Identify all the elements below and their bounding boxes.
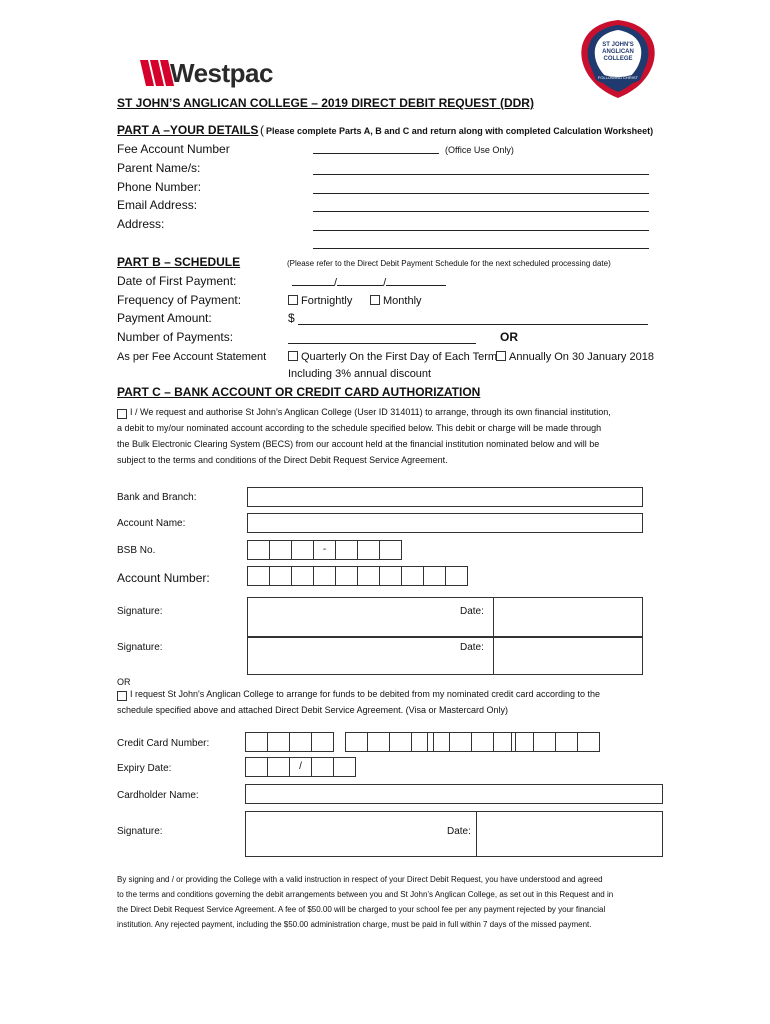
bank-branch-input[interactable] <box>247 487 643 507</box>
card-line: I request St John's Anglican College to arrange for funds to be debited from my nominated credit card according to the <box>130 689 600 699</box>
bsb-digit[interactable] <box>379 540 402 560</box>
expiry-input[interactable] <box>245 757 355 777</box>
checkbox-icon[interactable] <box>370 295 380 305</box>
card-digit[interactable] <box>471 732 494 752</box>
account-digit[interactable] <box>247 566 270 586</box>
account-name-input[interactable] <box>247 513 643 533</box>
page-title: ST JOHN’S ANGLICAN COLLEGE – 2019 DIRECT DEBIT REQUEST (DDR) <box>117 96 534 110</box>
checkbox-icon[interactable] <box>288 351 298 361</box>
email-label: Email Address: <box>117 198 198 212</box>
card-digit[interactable] <box>427 732 450 752</box>
part-c-heading: PART C – BANK ACCOUNT OR CREDIT CARD AUTHORIZATION <box>117 385 481 399</box>
dollar-sign: $ <box>288 311 295 325</box>
cardholder-input[interactable] <box>245 784 663 804</box>
fortnightly-label: Fortnightly <box>301 295 353 307</box>
card-digit[interactable] <box>245 732 268 752</box>
footer-line: to the terms and conditions governing the debit arrangements between you and St John’s Anglican College, as set out in this Request and in <box>117 890 614 899</box>
monthly-label: Monthly <box>383 295 422 307</box>
credit-card-group-2[interactable] <box>345 732 433 752</box>
account-digit[interactable] <box>357 566 380 586</box>
fee-account-field[interactable] <box>313 153 439 154</box>
part-a-heading: PART A –YOUR DETAILS <box>117 123 259 137</box>
signature-label: Signature: <box>117 642 163 653</box>
fortnightly-option[interactable] <box>288 295 352 307</box>
first-payment-label: Date of First Payment: <box>117 274 237 288</box>
number-of-payments-field[interactable] <box>288 343 476 344</box>
parent-name-label: Parent Name/s: <box>117 161 201 175</box>
number-of-payments-label: Number of Payments: <box>117 330 234 344</box>
checkbox-icon[interactable] <box>496 351 506 361</box>
date-separator: / <box>383 277 387 289</box>
amount-field[interactable] <box>298 324 648 325</box>
signature-2-box[interactable] <box>247 637 643 675</box>
checkbox-icon[interactable] <box>288 295 298 305</box>
footer-line: By signing and / or providing the College with a valid instruction in respect of your Direct Debit Request, you have understood and agreed <box>117 875 603 884</box>
signature-label: Signature: <box>117 826 163 837</box>
authorise-paragraph <box>117 404 657 468</box>
phone-label: Phone Number: <box>117 180 202 194</box>
account-digit[interactable] <box>423 566 446 586</box>
card-digit[interactable] <box>577 732 600 752</box>
email-field[interactable] <box>313 211 649 212</box>
authorise-line: a debit to my/our nominated account according to the schedule specified below. This debit or charge will be made through <box>117 423 602 433</box>
authorise-line: I / We request and authorise St John’s Anglican College (User ID 314011) to arrange, through its own financial institution, <box>130 407 611 417</box>
signature-1-box[interactable] <box>247 597 643 637</box>
monthly-option[interactable] <box>370 295 422 307</box>
footer-paragraph <box>117 872 662 932</box>
credit-card-group-1[interactable] <box>245 732 333 752</box>
amount-label: Payment Amount: <box>117 311 212 325</box>
date-label: Date: <box>460 606 484 617</box>
card-line: schedule specified above and attached Direct Debit Service Agreement. (Visa or Mastercard Only) <box>117 705 509 715</box>
bsb-digit[interactable] <box>291 540 314 560</box>
part-a-note: Please complete Parts A, B and C and return along with completed Calculation Worksheet) <box>266 126 654 136</box>
part-b-note: (Please refer to the Direct Debit Payment Schedule for the next scheduled processing date) <box>287 259 611 268</box>
credit-card-group-3[interactable] <box>427 732 515 752</box>
college-crest <box>578 18 658 100</box>
bsb-digit[interactable] <box>357 540 380 560</box>
quarterly-option[interactable] <box>288 351 497 363</box>
card-digit[interactable] <box>267 732 290 752</box>
account-digit[interactable] <box>269 566 292 586</box>
annually-option[interactable] <box>496 351 654 363</box>
frequency-label: Frequency of Payment: <box>117 293 242 307</box>
expiry-label: Expiry Date: <box>117 763 172 774</box>
fee-account-label: Fee Account Number <box>117 142 230 156</box>
credit-card-group-4[interactable] <box>511 732 599 752</box>
bsb-digit[interactable] <box>269 540 292 560</box>
first-payment-field[interactable] <box>292 275 446 289</box>
parent-name-field[interactable] <box>313 174 649 175</box>
card-digit[interactable] <box>511 732 534 752</box>
account-number-input[interactable] <box>247 566 467 586</box>
expiry-digit[interactable] <box>333 757 356 777</box>
address-field-1[interactable] <box>313 230 649 231</box>
card-digit[interactable] <box>533 732 556 752</box>
or-label: OR <box>500 330 518 344</box>
authorise-line: subject to the terms and conditions of the Direct Debit Request Service Agreement. <box>117 455 448 465</box>
bank-branch-label: Bank and Branch: <box>117 492 197 503</box>
expiry-digit[interactable] <box>267 757 290 777</box>
crest-text: ST JOHN'S ANGLICAN COLLEGE <box>602 42 634 62</box>
date-divider <box>493 637 494 675</box>
address-field-2[interactable] <box>313 248 649 249</box>
bsb-separator: - <box>313 540 336 560</box>
card-digit[interactable] <box>367 732 390 752</box>
office-use-note: (Office Use Only) <box>445 145 514 155</box>
card-digit[interactable] <box>449 732 472 752</box>
bsb-input[interactable] <box>247 540 401 560</box>
cardholder-label: Cardholder Name: <box>117 790 199 801</box>
bsb-digit[interactable] <box>247 540 270 560</box>
card-digit[interactable] <box>555 732 578 752</box>
account-digit[interactable] <box>313 566 336 586</box>
date-separator: / <box>334 277 338 289</box>
card-digit[interactable] <box>345 732 368 752</box>
date-label: Date: <box>460 642 484 653</box>
account-digit[interactable] <box>379 566 402 586</box>
account-digit[interactable] <box>335 566 358 586</box>
expiry-digit[interactable] <box>311 757 334 777</box>
bsb-label: BSB No. <box>117 545 156 556</box>
westpac-wordmark: Westpac <box>170 58 273 88</box>
statement-label: As per Fee Account Statement <box>117 351 267 363</box>
crest-motto: FOLLOWING CHRIST <box>597 75 638 80</box>
quarterly-label: Quarterly On the First Day of Each Term <box>301 351 498 363</box>
date-divider <box>476 811 477 857</box>
expiry-separator: / <box>289 757 312 777</box>
footer-line: institution. Any rejected payment, including the $50.00 administration charge, must be paid in full within 7 days of the missed payment. <box>117 920 592 929</box>
date-divider <box>493 597 494 637</box>
discount-note: Including 3% annual discount <box>288 368 432 380</box>
account-digit[interactable] <box>445 566 468 586</box>
signature-label: Signature: <box>117 606 163 617</box>
credit-card-label: Credit Card Number: <box>117 738 210 749</box>
or-label: OR <box>117 677 131 687</box>
authorise-line: the Bulk Electronic Clearing System (BECS) from our account held at the financial institution nominated below and will be <box>117 439 600 449</box>
account-number-label: Account Number: <box>117 571 210 585</box>
westpac-logo <box>140 58 273 90</box>
date-label: Date: <box>447 826 471 837</box>
part-b-heading: PART B – SCHEDULE <box>117 255 241 269</box>
card-digit[interactable] <box>289 732 312 752</box>
bsb-digit[interactable] <box>335 540 358 560</box>
credit-card-paragraph <box>117 686 657 718</box>
card-digit[interactable] <box>389 732 412 752</box>
account-digit[interactable] <box>291 566 314 586</box>
address-label: Address: <box>117 217 165 231</box>
footer-line: the Direct Debit Request Service Agreement. A fee of $50.00 will be charged to your school fee per any payment rejected by your financial <box>117 905 606 914</box>
annually-label: Annually On 30 January 2018 <box>509 351 654 363</box>
part-a-note-paren: ( <box>260 123 264 137</box>
expiry-digit[interactable] <box>245 757 268 777</box>
account-name-label: Account Name: <box>117 518 186 529</box>
phone-field[interactable] <box>313 193 649 194</box>
card-digit[interactable] <box>311 732 334 752</box>
account-digit[interactable] <box>401 566 424 586</box>
